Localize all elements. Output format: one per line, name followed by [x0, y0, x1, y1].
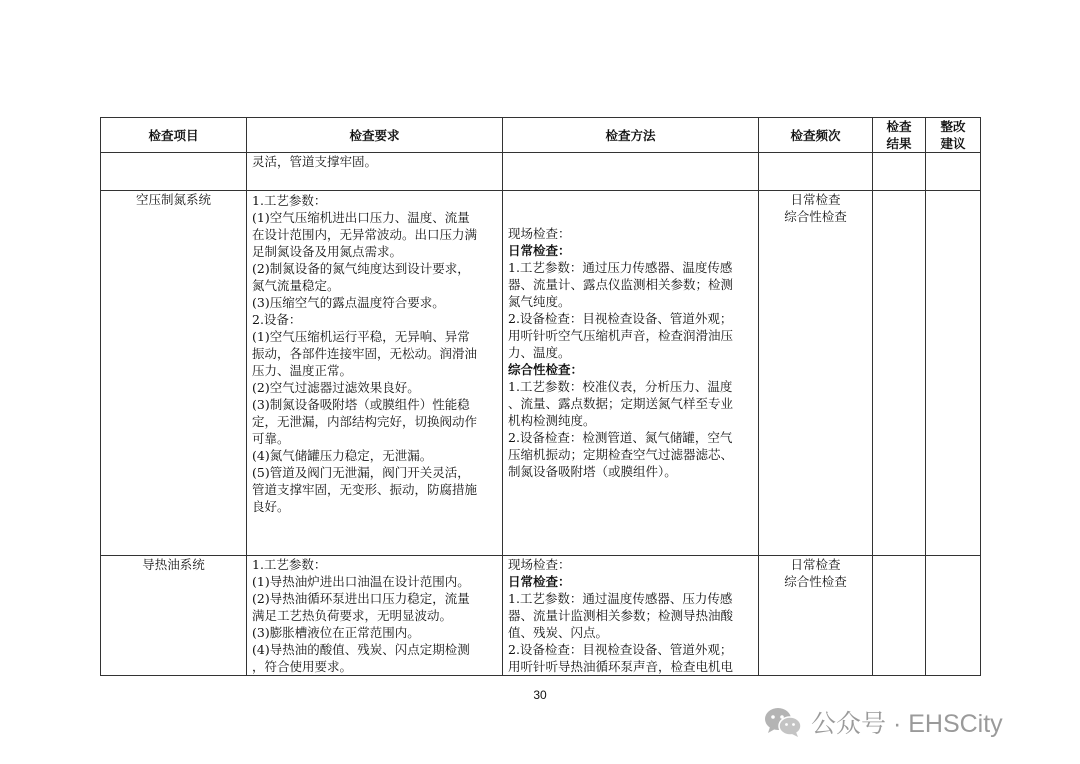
header-suggestion: 整改 建议: [926, 118, 981, 153]
item-cell: [101, 153, 247, 191]
requirements-cell: [247, 556, 503, 676]
frequency-line: 综合性检查: [784, 209, 847, 224]
watermark-text: 公众号 · EHSCity: [811, 710, 1003, 738]
requirement-line: ，符合使用要求。: [252, 659, 353, 674]
requirement-line: (2)导热油循环泵进出口压力稳定，流量: [252, 591, 470, 606]
header-result: 检查 结果: [873, 118, 926, 153]
frequency-line: 日常检查: [790, 557, 841, 572]
requirement-line: 在设计范围内，无异常波动。出口压力满: [252, 227, 478, 242]
method-line: 2.设备检查：目视检查设备、管道外观；: [508, 311, 733, 326]
requirement-line: 振动，各部件连接牢固，无松动。润滑油: [252, 346, 478, 361]
method-line: 、流量、露点数据；定期送氮气样至专业: [508, 396, 734, 411]
method-line: 用听针听导热油循环泵声音，检查电机电: [508, 659, 734, 674]
header-methods: 检查方法: [503, 118, 759, 153]
requirement-line: 足制氮设备及用氮点需求。: [252, 244, 403, 259]
inspection-table: [100, 117, 981, 676]
method-line: 压缩机振动；定期检查空气过滤器滤芯、: [508, 447, 734, 462]
table-row: [101, 556, 981, 676]
frequency-line: 综合性检查: [784, 574, 847, 589]
table-row: [101, 191, 981, 556]
result-cell: [873, 556, 926, 676]
header-item: 检查项目: [101, 118, 247, 153]
header-requirements: 检查要求: [247, 118, 503, 153]
methods-cell: [503, 556, 759, 676]
suggestion-cell: [926, 191, 981, 556]
requirement-line: 灵活，管道支撑牢固。: [252, 154, 378, 169]
method-heading: 日常检查：: [508, 243, 571, 258]
method-line: 制氮设备吸附塔（或膜组件）。: [508, 464, 677, 479]
method-line: 力、温度。: [508, 345, 571, 360]
method-line: 现场检查：: [508, 557, 571, 572]
frequency-cell: [759, 556, 873, 676]
requirement-line: 1.工艺参数：: [252, 557, 327, 572]
requirement-line: 2.设备：: [252, 312, 302, 327]
method-line: 现场检查：: [508, 226, 571, 241]
suggestion-cell: [926, 556, 981, 676]
requirement-line: (1)空气压缩机运行平稳，无异响、异常: [252, 329, 470, 344]
requirement-line: (3)压缩空气的露点温度符合要求。: [252, 295, 445, 310]
requirements-cell: [247, 153, 503, 191]
table-row: [101, 153, 981, 191]
requirement-line: 满足工艺热负荷要求，无明显波动。: [252, 608, 453, 623]
item-cell: 空压制氮系统: [101, 191, 247, 556]
table-header-row: [101, 118, 981, 153]
requirement-line: (3)制氮设备吸附塔（或膜组件）性能稳: [252, 397, 470, 412]
requirement-line: 良好。: [252, 499, 290, 514]
requirement-line: 1.工艺参数：: [252, 193, 327, 208]
header-frequency: 检查频次: [759, 118, 873, 153]
methods-cell: [503, 191, 759, 556]
method-heading: 综合性检查：: [508, 362, 584, 377]
methods-cell: [503, 153, 759, 191]
requirement-line: (1)空气压缩机进出口压力、温度、流量: [252, 210, 470, 225]
result-cell: [873, 191, 926, 556]
method-line: 1.工艺参数：通过压力传感器、温度传感: [508, 260, 733, 275]
requirement-line: 压力、温度正常。: [252, 363, 353, 378]
method-line: 机构检测纯度。: [508, 413, 596, 428]
frequency-line: 日常检查: [790, 192, 841, 207]
method-line: 1.工艺参数：校准仪表，分析压力、温度: [508, 379, 733, 394]
suggestion-cell: [926, 153, 981, 191]
method-line: 2.设备检查：目视检查设备、管道外观；: [508, 642, 733, 657]
method-line: 氮气纯度。: [508, 294, 571, 309]
item-cell: 导热油系统: [101, 556, 247, 676]
method-heading: 日常检查：: [508, 574, 571, 589]
requirement-line: 可靠。: [252, 431, 290, 446]
result-cell: [873, 153, 926, 191]
requirement-line: 定，无泄漏，内部结构完好，切换阀动作: [252, 414, 478, 429]
requirement-line: (4)导热油的酸值、残炭、闪点定期检测: [252, 642, 470, 657]
requirement-line: (1)导热油炉进出口油温在设计范围内。: [252, 574, 470, 589]
method-line: 1.工艺参数：通过温度传感器、压力传感: [508, 591, 733, 606]
requirement-line: (5)管道及阀门无泄漏，阀门开关灵活，: [252, 465, 470, 480]
watermark: [763, 704, 1003, 740]
requirements-cell: [247, 191, 503, 556]
frequency-cell: [759, 191, 873, 556]
page-number: 30: [533, 688, 547, 702]
requirement-line: (2)空气过滤器过滤效果良好。: [252, 380, 420, 395]
requirement-line: 氮气流量稳定。: [252, 278, 340, 293]
requirement-line: (2)制氮设备的氮气纯度达到设计要求，: [252, 261, 470, 276]
wechat-icon: [763, 705, 803, 739]
requirement-line: (4)氮气储罐压力稳定，无泄漏。: [252, 448, 433, 463]
method-line: 器、流量计监测相关参数；检测导热油酸: [508, 608, 734, 623]
method-line: 值、残炭、闪点。: [508, 625, 609, 640]
method-line: 2.设备检查：检测管道、氮气储罐，空气: [508, 430, 733, 445]
method-line: 用听针听空气压缩机声音，检查润滑油压: [508, 328, 734, 343]
frequency-cell: [759, 153, 873, 191]
method-line: 器、流量计、露点仪监测相关参数；检测: [508, 277, 734, 292]
requirement-line: 管道支撑牢固，无变形、振动，防腐措施: [252, 482, 478, 497]
requirement-line: (3)膨胀槽液位在正常范围内。: [252, 625, 420, 640]
